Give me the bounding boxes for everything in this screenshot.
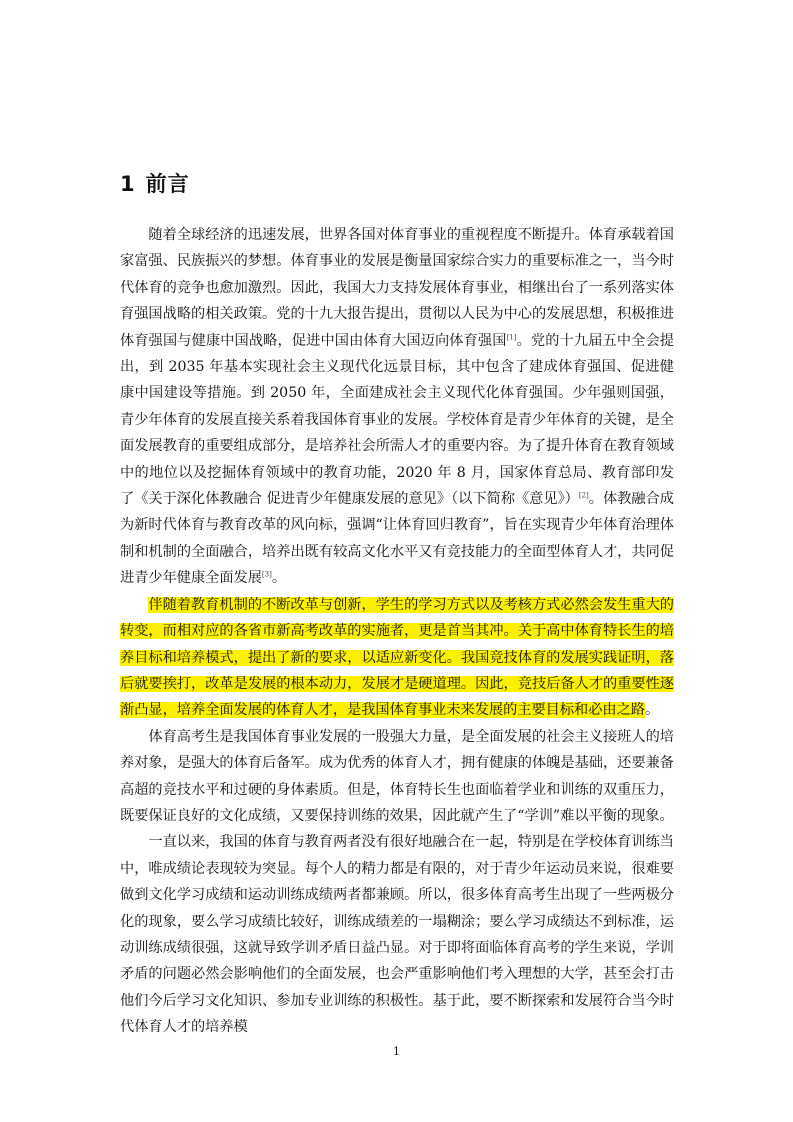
paragraph-3: 体育高考生是我国体育事业发展的一股强大力量，是全面发展的社会主义接班人的培养对象，是强大的体育后备军。成为优秀的体育人才，拥有健康的体魄是基础，还要兼备高超的竞技水平和过硬的身体素质。但是，体育特长生也面临着学业和训练的双重压力，既要保证良好的文化成绩，又要保持训练的效果，因此就产生了“学训”难以平衡的现象。 bbox=[120, 728, 674, 824]
body-text bbox=[120, 222, 674, 1041]
paragraph-1-part-4: 。 bbox=[271, 570, 287, 587]
paragraph-1-part-1: 随着全球经济的迅速发展，世界各国对体育事业的重视程度不断提升。体育承载着国家富强、民族振兴的梦想。体育事业的发展是衡量国家综合实力的重要标准之一，当今时代体育的竞争也愈加激烈。因此，我国大力支持发展体育事业，相继出台了一系列落实体育强国战略的相关政策。党的十九大报告提出，贯彻以人民为中心的发展思想，积极推进体育强国与健康中国战略，促进中国由体育大国迈向体育强国 bbox=[120, 227, 674, 349]
page-number: 1 bbox=[393, 1045, 400, 1058]
paragraph-1-part-2: 。党的十九届五中全会提出，到 2035 年基本实现社会主义现代化远景目标，其中包含了建成体育强国、促进健康中国建设等措施。到 2050 年，全面建成社会主义现代化体育强国。少年强则国强，青少年体育的发展直接关系着我国体育事业的发展。学校体育是青少年体育的关键，是全面发展教育的重要组成部分，是培养社会所需人才的重要内容。为了提升体育在教育领域中的地位以及挖掘体育领域中的教育功能，2020 年 8 月，国家体育总局、教育部印发了《关于深化体教融合 促进青少年健康发展的意见》（以下简称《意见》） bbox=[120, 332, 674, 508]
paragraph-2 bbox=[120, 592, 674, 724]
citation-2: [2] bbox=[578, 491, 589, 500]
section-title: 前言 bbox=[145, 172, 190, 196]
highlighted-text: 伴随着教育机制的不断改革与创新，学生的学习方式以及考核方式必然会发生重大的转变，而相对应的各省市新高考改革的实施者，更是首当其冲。关于高中体育特长生的培养目标和培养模式，提出了新的要求，以适应新变化。我国竞技体育的发展实践证明，落后就要挨打，改革是发展的根本动力，发展才是硬道理。因此，竞技后备人才的重要性逐渐凸显，培养全面发展的体育人才，是我国体育事业未来发展的主要目标和必由之路 bbox=[120, 596, 674, 719]
paragraph-1 bbox=[120, 222, 674, 592]
section-heading bbox=[120, 168, 190, 198]
paragraph-4: 一直以来，我国的体育与教育两者没有很好地融合在一起，特别是在学校体育训练当中，唯成绩论表现较为突显。每个人的精力都是有限的，对于青少年运动员来说，很难要做到文化学习成绩和运动训练成绩两者都兼顾。所以，很多体育高考生出现了一些两极分化的现象，要么学习成绩比较好，训练成绩差的一塌糊涂；要么学习成绩达不到标准，运动训练成绩很强，这就导致学训矛盾日益凸显。对于即将面临体育高考的学生来说，学训矛盾的问题必然会影响他们的全面发展，也会严重影响他们考入理想的大学，甚至会打击他们今后学习文化知识、参加专业训练的积极性。基于此，要不断探索和发展符合当今时代体育人才的培养模 bbox=[120, 834, 674, 1036]
section-number: 1 bbox=[120, 172, 136, 196]
citation-3: [3] bbox=[261, 570, 272, 579]
citation-1: [1] bbox=[506, 332, 517, 341]
paragraph-1-part-3: 。体教融合成为新时代体育与教育改革的风向标，强调“让体育回归教育”，旨在实现青少年体育治理体制和机制的全面融合，培养出既有较高文化水平又有竞技能力的全面型体育人才，共同促进青少年健康全面发展 bbox=[120, 491, 674, 587]
paragraph-2-tail: 。 bbox=[644, 702, 660, 719]
